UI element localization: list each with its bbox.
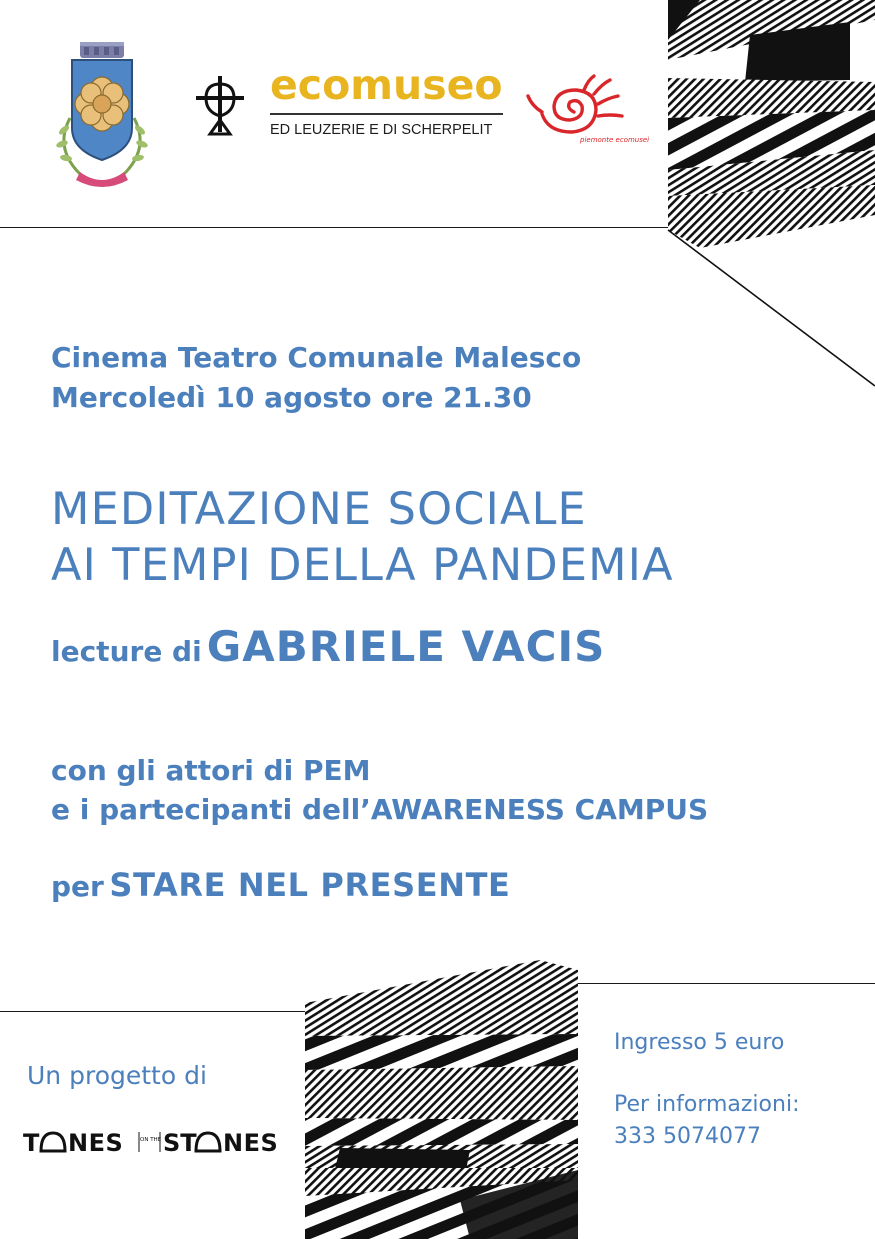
footer-divider-right [578,983,875,984]
svg-text:T: T [23,1129,40,1157]
hand-logo-caption: piemonte ecomusei [580,136,650,144]
ticket-price: Ingresso 5 euro [614,1030,785,1055]
actors-text [51,751,841,829]
purpose-line [51,863,751,913]
project-label: Un progetto di [27,1061,207,1090]
actors-line-2: e i partecipanti dell’AWARENESS CAMPUS [51,793,709,826]
footer-divider-left [0,1011,305,1012]
svg-text:ST: ST [163,1129,197,1157]
lecture-prefix: lecture di [51,635,202,668]
ecomuseo-logo-word: ecomuseo [270,61,503,109]
event-venue [51,338,691,418]
purpose-text: STARE NEL PRESENTE [109,866,511,904]
header-divider-line [0,227,668,228]
actors-line-1: con gli attori di PEM [51,754,371,787]
date-line: Mercoledì 10 agosto ore 21.30 [51,381,532,414]
event-title [51,482,841,594]
ecomuseo-logo-subtitle: ED LEUZERIE E DI SCHERPELIT [270,122,493,138]
svg-text:NES: NES [223,1129,279,1157]
phone-number: 333 5074077 [614,1124,761,1149]
info-label: Per informazioni: [614,1092,800,1117]
venue-line: Cinema Teatro Comunale Malesco [51,341,582,374]
lecture-line [51,618,831,685]
purpose-prefix: per [51,870,104,903]
svg-text:NES: NES [68,1129,124,1157]
title-line-2: AI TEMPI DELLA PANDEMIA [51,540,674,591]
tones-on-the-stones-logo [23,1124,278,1158]
title-line-1: MEDITAZIONE SOCIALE [51,484,587,535]
contact-info [614,1089,869,1153]
lecturer-name: GABRIELE VACIS [206,622,606,671]
on-the-label: ON THE [140,1137,162,1143]
